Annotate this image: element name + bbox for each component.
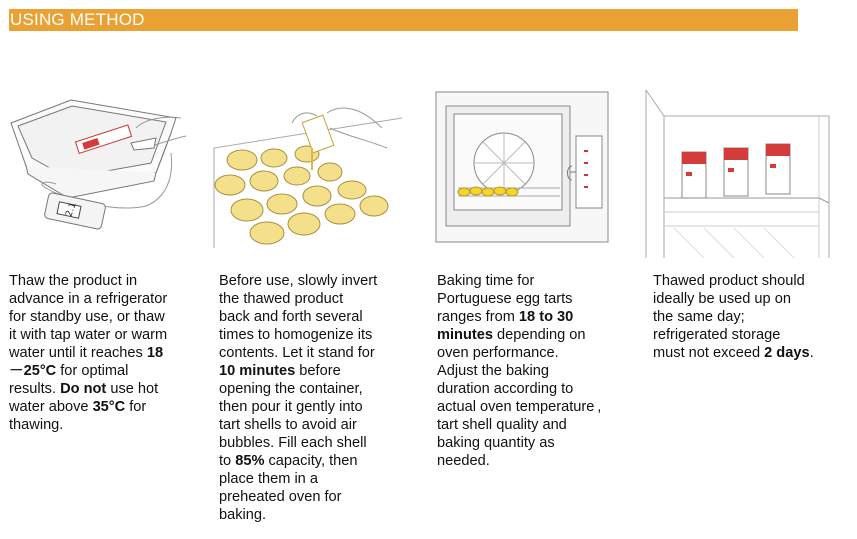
body-text: Before use, slowly invert the thawed product back and forth several times to homogenize its contents. Let it stand for	[219, 273, 378, 361]
body-text: .	[809, 345, 814, 361]
body-text: depending on oven performance. Adjust the baking duration according to actual oven temperature , tart shell quality and baking quantity as needed.	[437, 327, 602, 469]
body-text: capacity, then place them in a preheated oven for baking.	[219, 453, 358, 523]
emphasis-text: Do not	[60, 381, 107, 397]
thaw-illustration	[6, 88, 196, 258]
body-text: before opening the container, then pour it gently into tart shells to avoid air bubbles. Fill each shell to	[219, 363, 367, 469]
emphasis-text: 2 days	[764, 345, 810, 361]
svg-text:2.1: 2.1	[64, 201, 79, 219]
emphasis-text: 10 minutes	[219, 363, 296, 379]
emphasis-text: 35°C	[92, 399, 126, 415]
emphasis-text: 18 to 30 minutes	[437, 309, 574, 343]
emphasis-text: 18 －25°C	[9, 345, 164, 379]
body-text: for thawing.	[9, 399, 147, 433]
body-text: Baking time for Portuguese egg tarts ranges from	[437, 273, 573, 325]
section-title: USING METHOD	[10, 10, 145, 29]
step-store-text	[653, 272, 849, 362]
step-bake-text	[437, 272, 637, 470]
step-thaw-text	[9, 272, 205, 434]
body-text: for optimal results.	[9, 363, 129, 397]
step-pour-text	[219, 272, 415, 524]
fridge-illustration	[644, 88, 834, 258]
body-text: Thawed product should ideally be used up on the same day; refrigerated storage must not exceed	[653, 273, 805, 361]
section-header	[9, 9, 798, 31]
oven-illustration	[434, 88, 614, 258]
body-text: Thaw the product in advance in a refrigerator for standby use, or thaw it with tap water or warm water until it reaches	[9, 273, 168, 361]
pour-illustration	[212, 88, 412, 258]
emphasis-text: 85%	[235, 453, 265, 469]
body-text: use hot water above	[9, 381, 159, 415]
